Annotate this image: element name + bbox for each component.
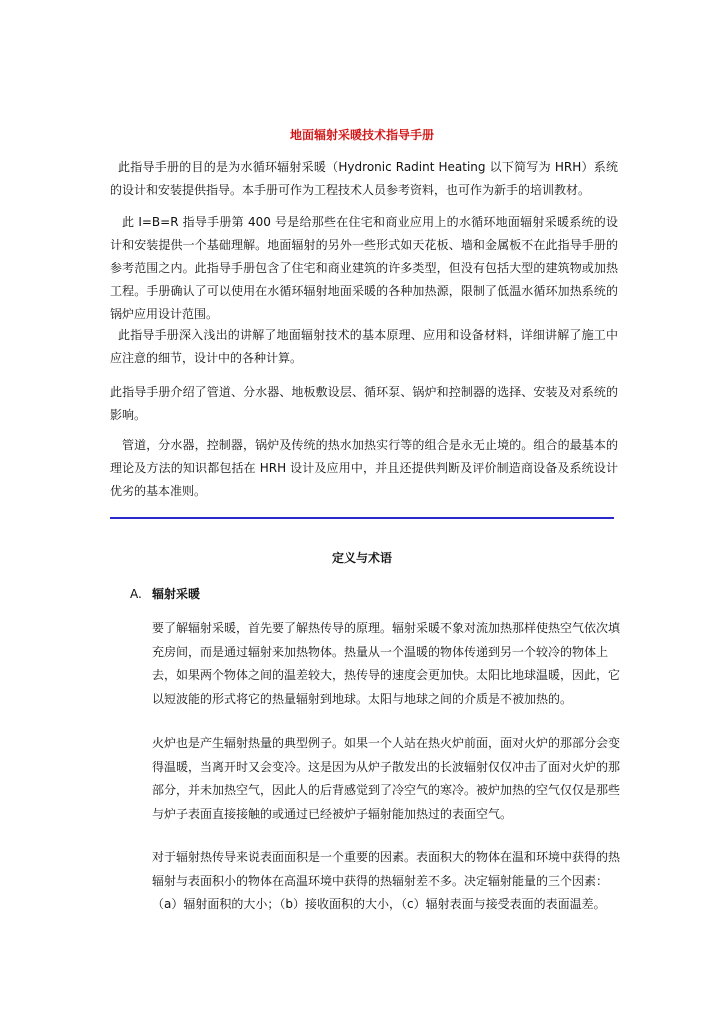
body-paragraph: 火炉也是产生辐射热量的典型例子。如果一个人站在热火炉前面，面对火炉的那部分会变得温暖，当离开时又会变冷。这是因为从炉子散发出的长波辐射仅仅冲击了面对火炉的那部分，并未加热空气，因此人的后背感觉到了冷空气的寒冷。被炉加热的空气仅仅是那些与炉子表面直接接触的或通过已经被炉子辐射能加热过的表面空气。 (152, 736, 621, 821)
subsection-heading (130, 585, 200, 602)
intro-paragraph: 此 I=B=R 指导手册第 400 号是给那些在住宅和商业应用上的水循环地面辐射采暖系统的设计和安装提供一个基础理解。地面辐射的另外一些形式如天花板、墙和金属板不在此指导手册的参考范围之内。此指导手册包含了住宅和商业建筑的许多类型，但没有包括大型的建筑物或加热工程。手册确认了可以使用在水循环辐射地面采暖的各种加热源，限制了低温水循环加热系统的锅炉应用设计范围。 (110, 215, 618, 321)
intro-paragraph: 此指导手册深入浅出的讲解了地面辐射技术的基本原理、应用和设备材料，详细讲解了施工中应注意的细节，设计中的各种计算。 (110, 328, 618, 365)
intro-paragraph: 管道，分水器，控制器，锅炉及传统的热水加热实行等的组合是永无止境的。组合的最基本的理论及方法的知识都包括在 HRH 设计及应用中，并且还提供判断及评价制造商设备及系统设计优劣的基本准则。 (110, 438, 618, 498)
subsection-title: 辐射采暖 (152, 587, 201, 601)
body-paragraph: 对于辐射热传导来说表面面积是一个重要的因素。表面积大的物体在温和环境中获得的热辐射与表面积小的物体在高温环境中获得的热辐射差不多。决定辐射能量的三个因素：（a）辐射面积的大小；（b）接收面积的大小，（c）辐射表面与接受表面的表面温差。 (152, 850, 621, 911)
subsection-marker: A. (130, 587, 142, 601)
section-title: 定义与术语 (331, 551, 392, 565)
body-paragraph: 要了解辐射采暖，首先要了解热传导的原理。辐射采暖不象对流加热那样使热空气依次填充房间，而是通过辐射来加热物体。热量从一个温暖的物体传递到另一个较冷的物体上去，如果两个物体之间的温差较大，热传导的速度会更加快。太阳比地球温暖，因此，它以短波能的形式将它的热量辐射到地球。太阳与地球之间的介质是不被加热的。 (152, 621, 621, 706)
document-title: 地面辐射采暖技术指导手册 (289, 128, 434, 142)
section-divider (110, 517, 614, 519)
intro-paragraph: 此指导手册的目的是为水循环辐射采暖（Hydronic Radint Heating 以下简写为 HRH）系统的设计和安装提供指导。本手册可作为工程技术人员参考资料，也可作为新手的培训教材。 (110, 160, 618, 197)
intro-paragraph: 此指导手册介绍了管道、分水器、地板敷设层、循环泵、锅炉和控制器的选择、安装及对系统的影响。 (110, 385, 618, 422)
